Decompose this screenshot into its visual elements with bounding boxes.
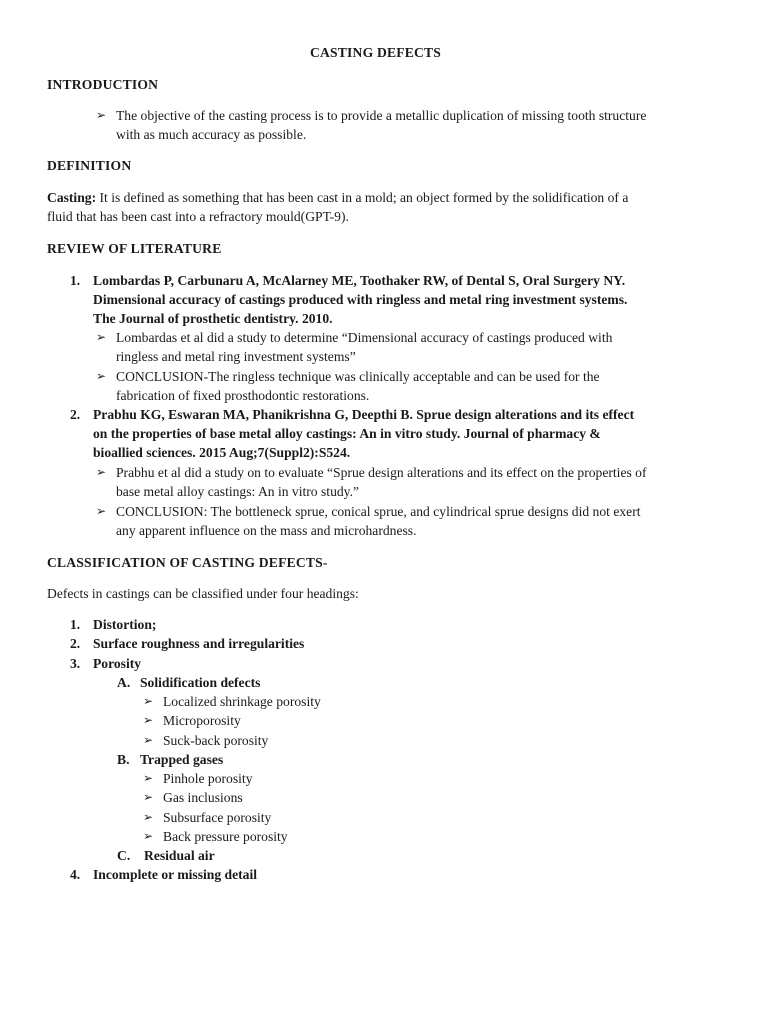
list-number: 2. [70,636,81,651]
sublist-letter: A. [117,675,131,690]
reference-2-bullet1-line1: Prabhu et al did a study on to evaluate “Sprue design alterations and its effect on the properties of [116,465,647,480]
reference-1-line2: Dimensional accuracy of castings produced with ringless and metal ring investment systems. [93,292,628,307]
sublist-bullet: Microporosity [163,713,241,728]
definition-term: Casting: [47,190,97,205]
list-number: 4. [70,867,81,882]
reference-1-bullet2-line2: fabrication of fixed prosthodontic restorations. [116,388,370,403]
sublist-letter: B. [117,752,130,767]
reference-2-line2: on the properties of base metal alloy castings: An in vitro study. Journal of pharmacy & [93,426,601,441]
reference-2-bullet2-line2: any apparent influence on the mass and microhardness. [116,523,417,538]
sublist-item-solidification-defects: Solidification defects [140,675,261,690]
list-number: 1. [70,617,81,632]
reference-1-bullet2-line1: CONCLUSION-The ringless technique was clinically acceptable and can be used for the [116,369,600,384]
reference-1-line1: Lombardas P, Carbunaru A, McAlarney ME, Toothaker RW, of Dental S, Oral Surgery NY. [93,273,626,288]
arrow-bullet-icon: ➢ [96,504,107,518]
classification-intro: Defects in castings can be classified under four headings: [47,586,359,601]
reference-2-bullet2-line1: CONCLUSION: The bottleneck sprue, conical sprue, and cylindrical sprue designs did not exert [116,504,641,519]
sublist-bullet: Suck-back porosity [163,733,269,748]
introduction-text-line1: The objective of the casting process is to provide a metallic duplication of missing tooth structure [116,108,647,123]
sublist-bullet: Subsurface porosity [163,810,272,825]
arrow-bullet-icon: ➢ [143,790,154,804]
list-item-porosity: Porosity [93,656,142,671]
review-heading: REVIEW OF LITERATURE [47,241,222,256]
classification-heading: CLASSIFICATION OF CASTING DEFECTS- [47,555,328,570]
list-item-surface-roughness: Surface roughness and irregularities [93,636,305,651]
sublist-item-trapped-gases: Trapped gases [140,752,224,767]
arrow-bullet-icon: ➢ [96,330,107,344]
sublist-bullet: Gas inclusions [163,790,243,805]
sublist-bullet: Pinhole porosity [163,771,253,786]
introduction-text-line2: with as much accuracy as possible. [116,127,307,142]
reference-2-line3: bioallied sciences. 2015 Aug;7(Suppl2):S524. [93,445,351,460]
arrow-bullet-icon: ➢ [96,369,107,383]
sublist-bullet: Back pressure porosity [163,829,288,844]
arrow-bullet-icon: ➢ [96,465,107,479]
introduction-heading: INTRODUCTION [47,77,159,92]
reference-number: 1. [70,273,81,288]
arrow-bullet-icon: ➢ [143,733,154,747]
document-title: CASTING DEFECTS [310,45,442,60]
arrow-bullet-icon: ➢ [143,694,154,708]
arrow-bullet-icon: ➢ [143,713,154,727]
arrow-bullet-icon: ➢ [143,829,154,843]
definition-line1 [47,189,628,206]
definition-text: It is defined as something that has been cast in a mold; an object formed by the solidification of a [96,190,629,205]
sublist-item-residual-air: Residual air [144,848,215,863]
reference-2-bullet1-line2: base metal alloy castings: An in vitro study.” [116,484,360,499]
reference-1-line3: The Journal of prosthetic dentistry. 2010. [93,311,333,326]
reference-1-bullet1-line2: ringless and metal ring investment systems” [116,349,356,364]
list-item-distortion: Distortion; [93,617,157,632]
arrow-bullet-icon: ➢ [143,810,154,824]
arrow-bullet-icon: ➢ [143,771,154,785]
sublist-letter: C. [117,848,131,863]
list-item-incomplete-detail: Incomplete or missing detail [93,867,258,882]
definition-heading: DEFINITION [47,158,132,173]
sublist-bullet: Localized shrinkage porosity [163,694,321,709]
reference-number: 2. [70,407,81,422]
definition-line2: fluid that has been cast into a refractory mould(GPT-9). [47,209,349,224]
reference-1-bullet1-line1: Lombardas et al did a study to determine “Dimensional accuracy of castings produced with [116,330,613,345]
list-number: 3. [70,656,81,671]
reference-2-line1: Prabhu KG, Eswaran MA, Phanikrishna G, Deepthi B. Sprue design alterations and its effect [93,407,635,422]
arrow-bullet-icon: ➢ [96,108,107,122]
